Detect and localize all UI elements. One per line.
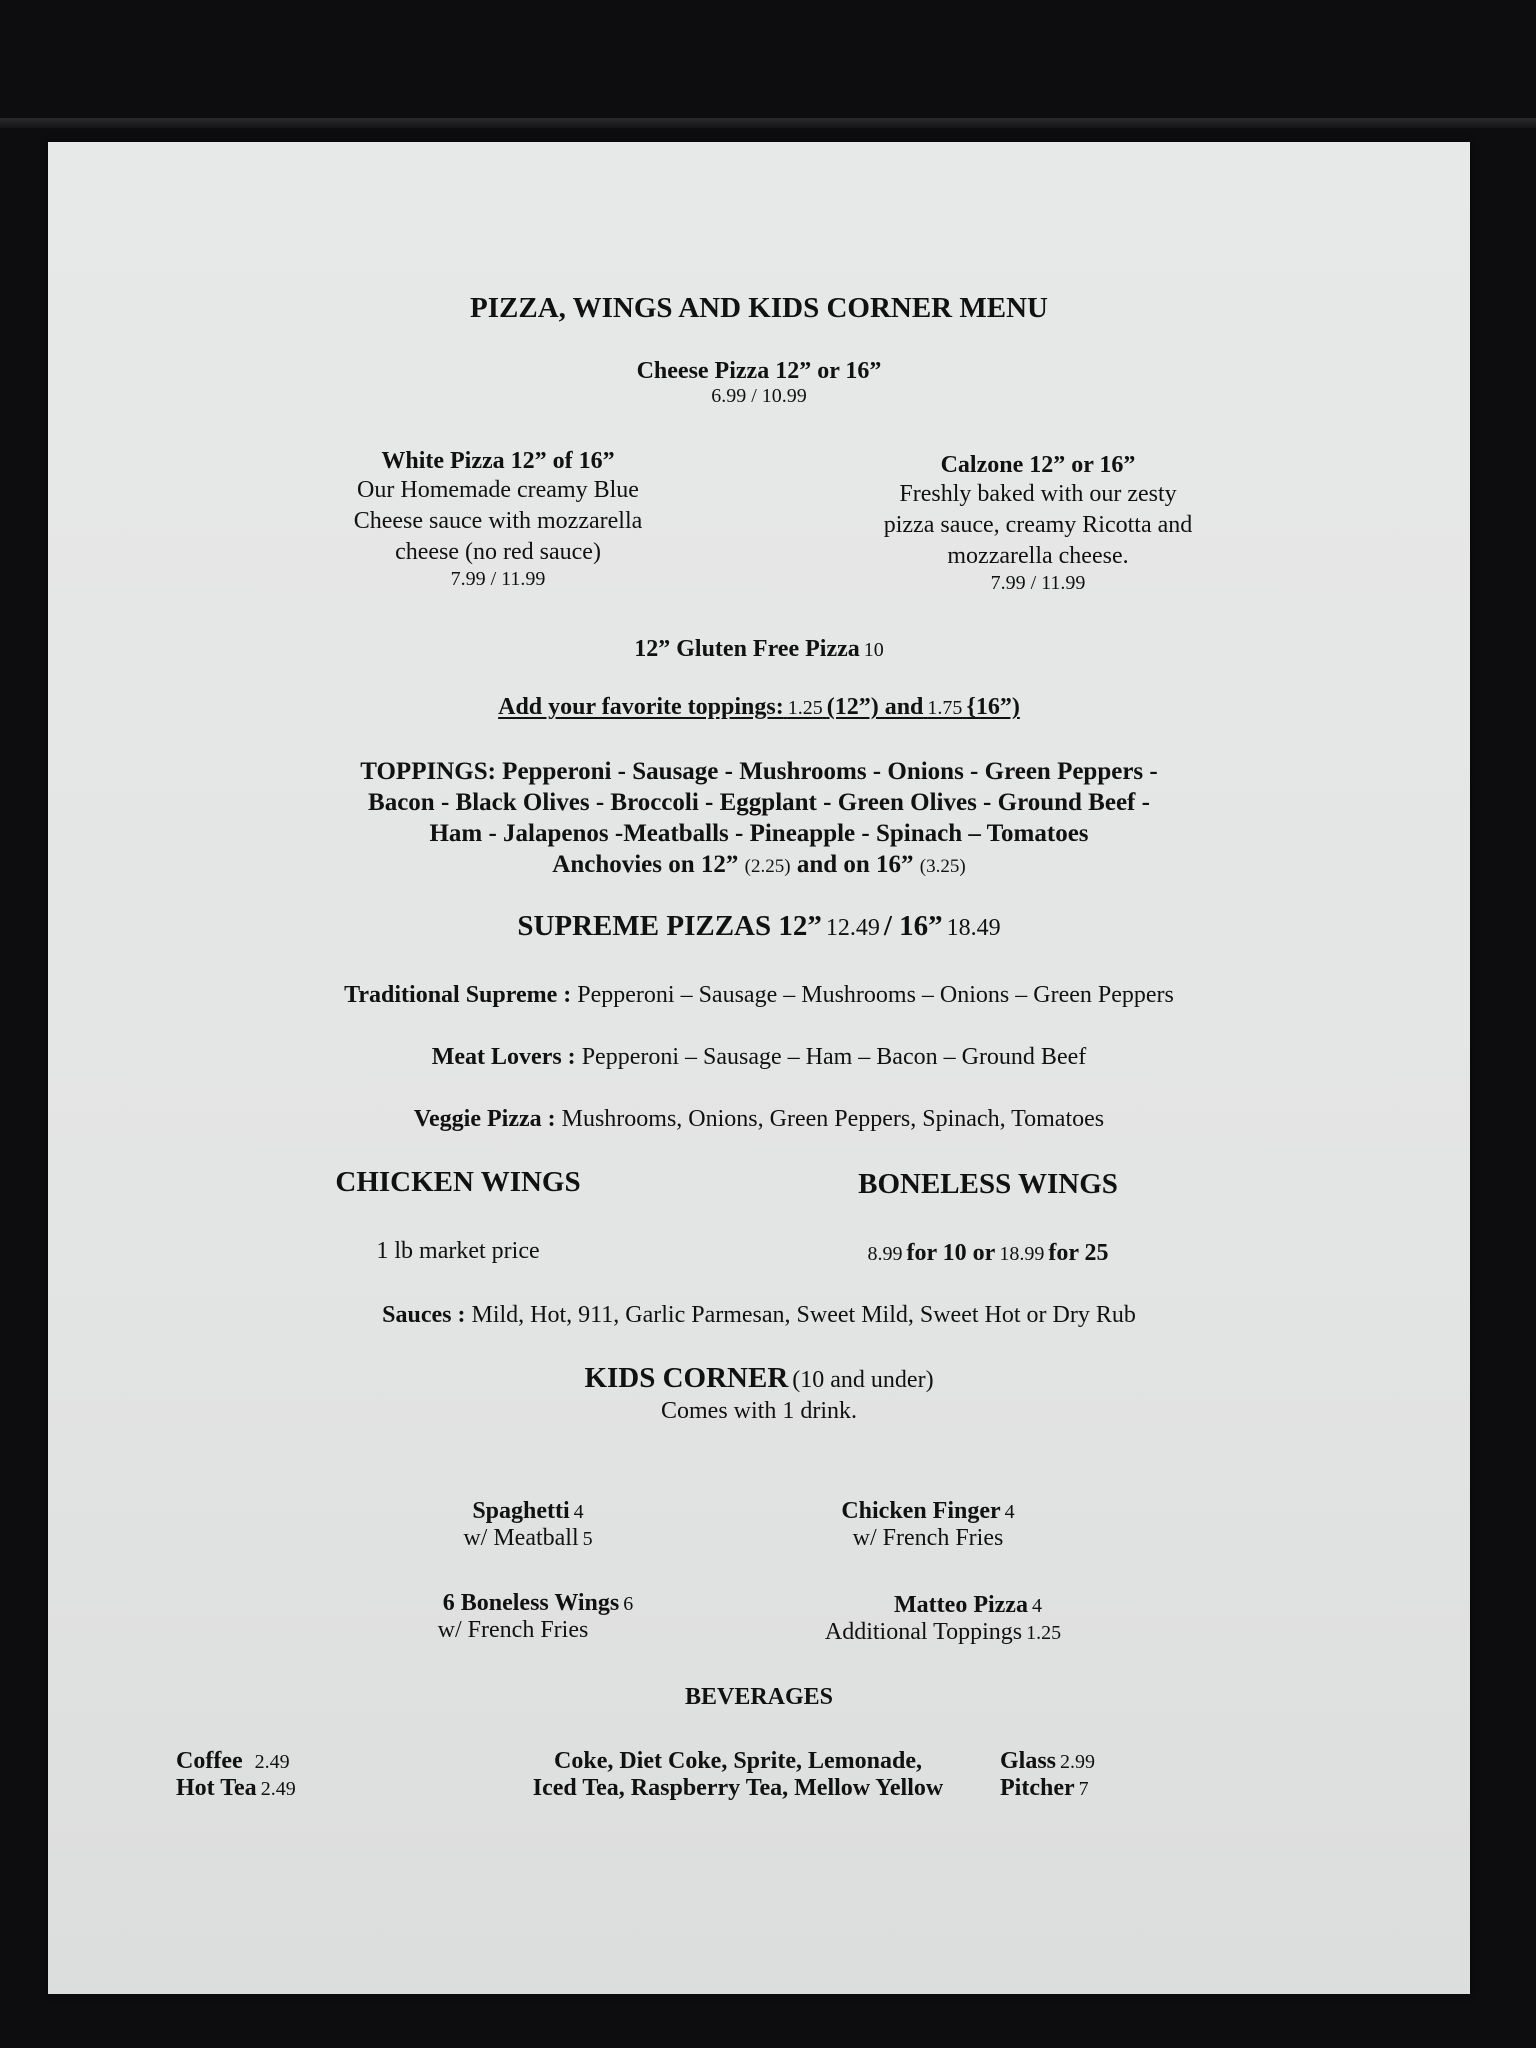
coffee-name: Coffee: [176, 1748, 243, 1774]
spaghetti-name: Spaghetti: [472, 1498, 570, 1524]
matteo-pizza-name: Matteo Pizza: [894, 1592, 1028, 1618]
boneless-wings-title: BONELESS WINGS: [858, 1168, 1118, 1200]
supreme-meat-lovers-name: Meat Lovers :: [431, 1044, 576, 1070]
boneless-wings-price: [788, 1240, 1188, 1267]
kids-age: (10 and under): [792, 1367, 934, 1393]
add-toppings-price-12: 1.25: [787, 697, 823, 719]
chicken-finger-name: Chicken Finger: [841, 1498, 1001, 1524]
cheese-pizza: [48, 358, 1470, 408]
sauces-list: Mild, Hot, 911, Garlic Parmesan, Sweet Mild, Sweet Hot or Dry Rub: [471, 1302, 1136, 1328]
supreme-meat-lovers: [48, 1044, 1470, 1071]
boneless-price-25: 18.99: [999, 1243, 1045, 1265]
menu-sheet: [48, 142, 1470, 1994]
kids-title: KIDS CORNER: [584, 1362, 789, 1394]
white-pizza-desc-2: Cheese sauce with mozzarella: [353, 508, 643, 534]
calzone-price: 7.99 / 11.99: [990, 572, 1086, 594]
anchovies-and: and on 16”: [796, 851, 914, 878]
soft-drinks-line-2: Iced Tea, Raspberry Tea, Mellow Yellow: [532, 1775, 944, 1801]
white-pizza-name: White Pizza 12” of 16”: [381, 448, 615, 474]
kids-item-boneless-wings: [388, 1590, 688, 1644]
add-toppings-size-16: {16”): [966, 694, 1020, 720]
add-toppings-label: Add your favorite toppings:: [498, 694, 784, 720]
kids-boneless-price: 6: [623, 1593, 634, 1615]
chicken-finger-sub: w/ French Fries: [852, 1525, 1004, 1551]
supreme-veggie-name: Veggie Pizza :: [413, 1106, 556, 1132]
kids-boneless-name: 6 Boneless Wings: [442, 1590, 620, 1616]
calzone-name: Calzone 12” or 16”: [940, 452, 1136, 478]
supreme-traditional-name: Traditional Supreme :: [344, 982, 572, 1008]
spaghetti-sub: w/ Meatball: [463, 1525, 579, 1551]
chicken-wings-price: 1 lb market price: [376, 1238, 540, 1264]
anchovies-16-price: (3.25): [919, 856, 966, 877]
supreme-veggie: [48, 1106, 1470, 1133]
matteo-pizza-sub-price: 1.25: [1026, 1622, 1062, 1644]
kids-note: Comes with 1 drink.: [661, 1398, 857, 1424]
add-toppings-size-12: (12”) and: [826, 694, 924, 720]
supreme-label-12: SUPREME PIZZAS 12”: [517, 910, 822, 942]
glass-name: Glass: [1000, 1748, 1057, 1774]
supreme-pizzas-heading: [48, 910, 1470, 943]
menu-title: PIZZA, WINGS AND KIDS CORNER MENU: [470, 292, 1048, 324]
gluten-free-price: 10: [863, 639, 884, 661]
beverages-hot: [176, 1748, 296, 1802]
hot-tea-price: 2.49: [260, 1778, 296, 1800]
supreme-traditional-desc: Pepperoni – Sausage – Mushrooms – Onions – Green Peppers: [577, 982, 1174, 1008]
kids-corner-heading: [48, 1362, 1470, 1395]
supreme-meat-lovers-desc: Pepperoni – Sausage – Ham – Bacon – Ground Beef: [581, 1044, 1087, 1070]
cheese-pizza-price: 6.99 / 10.99: [711, 385, 807, 407]
anchovies-line: [48, 849, 1470, 882]
supreme-label-16: / 16”: [883, 910, 943, 942]
supreme-traditional: [48, 982, 1470, 1009]
beverages-sizes: [1000, 1748, 1095, 1802]
anchovies-12: Anchovies on 12”: [552, 851, 739, 878]
gluten-free-name: 12” Gluten Free Pizza: [634, 636, 860, 662]
toppings-line-3: Ham - Jalapenos -Meatballs - Pineapple - Spinach – Tomatoes: [429, 820, 1089, 847]
pitcher-name: Pitcher: [1000, 1775, 1075, 1801]
spaghetti-sub-price: 5: [582, 1528, 593, 1550]
white-pizza: [278, 448, 718, 591]
add-toppings-price-16: 1.75: [927, 697, 963, 719]
kids-boneless-sub: w/ French Fries: [437, 1617, 589, 1643]
kids-item-chicken-finger: [778, 1498, 1078, 1552]
chicken-wings-title: CHICKEN WINGS: [335, 1166, 581, 1198]
toppings-list: [48, 756, 1470, 882]
calzone: [808, 452, 1268, 595]
white-pizza-desc-1: Our Homemade creamy Blue: [357, 477, 639, 503]
hot-tea-name: Hot Tea: [176, 1775, 257, 1801]
boneless-for-25: for 25: [1048, 1240, 1109, 1266]
coffee-price: 2.49: [254, 1751, 290, 1773]
calzone-desc-2: pizza sauce, creamy Ricotta and: [883, 512, 1193, 538]
bulletin-board-edge: [0, 118, 1536, 128]
boneless-for-10: for 10 or: [906, 1240, 996, 1266]
supreme-veggie-desc: Mushrooms, Onions, Green Peppers, Spinach, Tomatoes: [561, 1106, 1105, 1132]
toppings-line-1: TOPPINGS: Pepperoni - Sausage - Mushrooms - Onions - Green Peppers -: [360, 758, 1158, 785]
kids-item-matteo-pizza: [778, 1592, 1108, 1646]
beverages-title: BEVERAGES: [684, 1684, 834, 1710]
kids-item-spaghetti: [378, 1498, 678, 1552]
toppings-line-2: Bacon - Black Olives - Broccoli - Eggplant - Green Olives - Ground Beef -: [368, 789, 1150, 816]
calzone-desc-3: mozzarella cheese.: [947, 543, 1129, 569]
sauces: [48, 1302, 1470, 1329]
pitcher-price: 7: [1078, 1778, 1089, 1800]
glass-price: 2.99: [1060, 1751, 1096, 1773]
supreme-price-16: 18.49: [946, 915, 1001, 941]
gluten-free-pizza: [48, 636, 1470, 663]
sauces-label: Sauces :: [382, 1302, 466, 1328]
supreme-price-12: 12.49: [825, 915, 880, 941]
white-pizza-desc-3: cheese (no red sauce): [395, 539, 601, 565]
matteo-pizza-sub: Additional Toppings: [824, 1619, 1023, 1645]
white-pizza-price: 7.99 / 11.99: [450, 568, 546, 590]
boneless-price-10: 8.99: [867, 1243, 903, 1265]
beverages-soft-drinks: [448, 1748, 1028, 1802]
anchovies-12-price: (2.25): [744, 856, 791, 877]
calzone-desc-1: Freshly baked with our zesty: [899, 481, 1177, 507]
matteo-pizza-price: 4: [1031, 1595, 1042, 1617]
soft-drinks-line-1: Coke, Diet Coke, Sprite, Lemonade,: [554, 1748, 922, 1774]
spaghetti-price: 4: [573, 1501, 584, 1523]
add-toppings: [48, 694, 1470, 721]
chicken-finger-price: 4: [1004, 1501, 1015, 1523]
cheese-pizza-name: Cheese Pizza 12” or 16”: [636, 358, 882, 384]
